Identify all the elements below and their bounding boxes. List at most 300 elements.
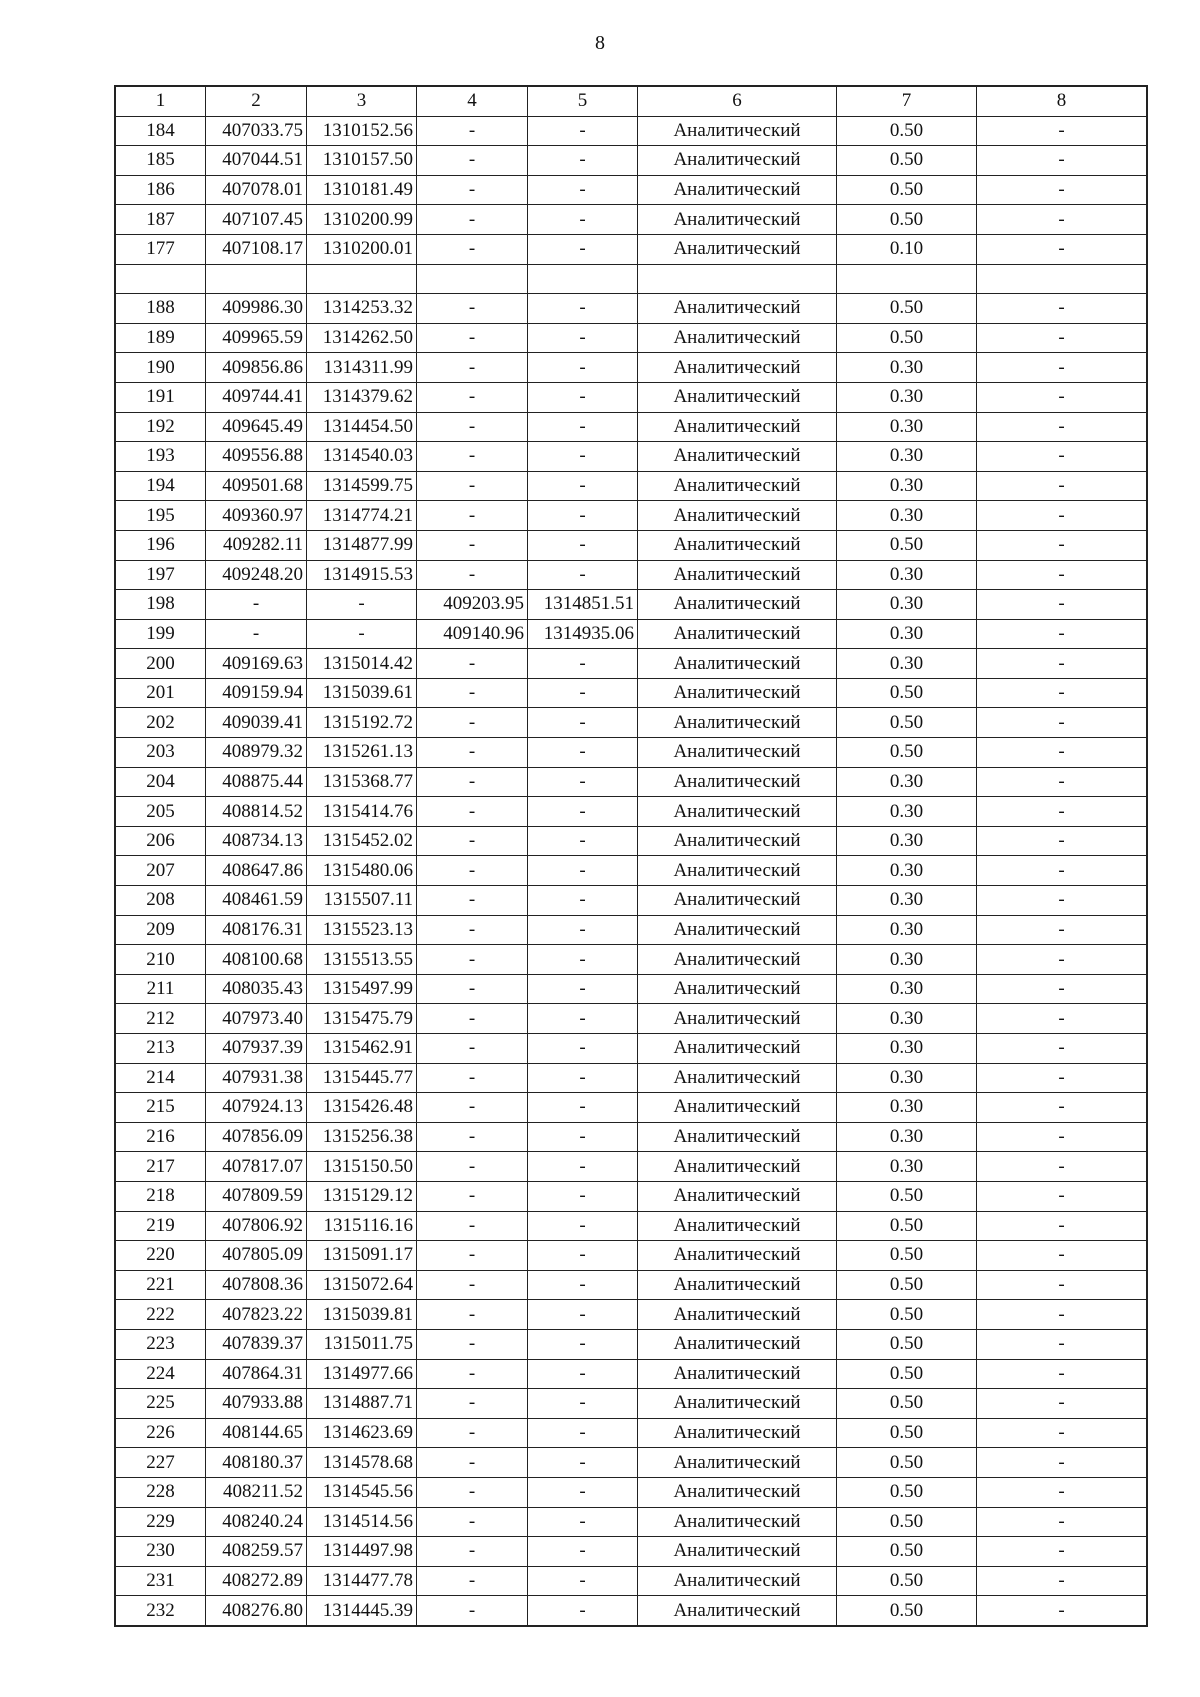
- table-cell-col-5: -: [528, 767, 638, 797]
- table-cell-col-2: 409169.63: [206, 649, 307, 679]
- table-cell-col-2: [206, 264, 307, 294]
- table-cell-col-2: -: [206, 590, 307, 620]
- table-cell-col-5: -: [528, 945, 638, 975]
- table-cell-col-4: -: [417, 945, 528, 975]
- table-cell-col-2: 409645.49: [206, 412, 307, 442]
- table-cell-col-1: 195: [116, 501, 206, 531]
- table-cell-col-6: Аналитический: [638, 382, 837, 412]
- table-cell-col-6: Аналитический: [638, 1093, 837, 1123]
- table-cell-col-2: 407809.59: [206, 1181, 307, 1211]
- table-cell-col-1: 207: [116, 856, 206, 886]
- table-cell-col-8: -: [977, 1389, 1147, 1419]
- table-cell-col-6: Аналитический: [638, 1181, 837, 1211]
- table-cell-col-8: -: [977, 234, 1147, 264]
- table-cell-col-7: 0.50: [837, 205, 977, 235]
- table-row: [116, 1507, 1147, 1537]
- table-cell-col-1: 202: [116, 708, 206, 738]
- table-cell-col-8: -: [977, 1004, 1147, 1034]
- column-header: 6: [638, 87, 837, 117]
- table-cell-col-2: 407044.51: [206, 146, 307, 176]
- table-cell-col-2: 409248.20: [206, 560, 307, 590]
- table-cell-col-8: -: [977, 116, 1147, 146]
- table-cell-col-6: Аналитический: [638, 649, 837, 679]
- table-cell-col-8: -: [977, 1034, 1147, 1064]
- table-cell-col-4: -: [417, 116, 528, 146]
- table-cell-col-1: 210: [116, 945, 206, 975]
- table-cell-col-2: 408180.37: [206, 1448, 307, 1478]
- table-cell-col-1: 204: [116, 767, 206, 797]
- table-cell-col-1: 229: [116, 1507, 206, 1537]
- table-row: [116, 1063, 1147, 1093]
- table-cell-col-5: -: [528, 1537, 638, 1567]
- table-cell-col-1: 230: [116, 1537, 206, 1567]
- table-cell-col-5: -: [528, 915, 638, 945]
- table-cell-col-6: Аналитический: [638, 1329, 837, 1359]
- table-cell-col-7: 0.50: [837, 323, 977, 353]
- table-cell-col-8: -: [977, 1122, 1147, 1152]
- table-cell-col-4: -: [417, 1152, 528, 1182]
- table-cell-col-2: 408875.44: [206, 767, 307, 797]
- table-cell-col-1: 225: [116, 1389, 206, 1419]
- table-cell-col-5: -: [528, 1181, 638, 1211]
- table-cell-col-3: 1315129.12: [307, 1181, 417, 1211]
- table-cell-col-2: 408734.13: [206, 826, 307, 856]
- table-cell-col-6: Аналитический: [638, 1063, 837, 1093]
- table-row: [116, 1359, 1147, 1389]
- table-cell-col-4: -: [417, 294, 528, 324]
- table-cell-col-2: 408211.52: [206, 1477, 307, 1507]
- table-cell-col-7: 0.30: [837, 797, 977, 827]
- table-cell-col-4: -: [417, 1211, 528, 1241]
- table-cell-col-6: Аналитический: [638, 945, 837, 975]
- table-cell-col-8: -: [977, 205, 1147, 235]
- table-cell-col-5: -: [528, 1211, 638, 1241]
- table-cell-col-5: -: [528, 116, 638, 146]
- table-cell-col-7: 0.30: [837, 1122, 977, 1152]
- column-header: 8: [977, 87, 1147, 117]
- table-cell-col-3: 1315513.55: [307, 945, 417, 975]
- table-cell-col-1: 223: [116, 1329, 206, 1359]
- table-row: [116, 1596, 1147, 1626]
- table-row: [116, 826, 1147, 856]
- table-cell-col-5: -: [528, 323, 638, 353]
- table-cell-col-4: -: [417, 826, 528, 856]
- table-cell-col-7: 0.50: [837, 1507, 977, 1537]
- table-cell-col-1: 232: [116, 1596, 206, 1626]
- table-cell-col-7: 0.30: [837, 1152, 977, 1182]
- column-header: 5: [528, 87, 638, 117]
- table-cell-col-5: -: [528, 1596, 638, 1626]
- table-cell-col-2: 407808.36: [206, 1270, 307, 1300]
- table-cell-col-2: 408035.43: [206, 974, 307, 1004]
- table-cell-col-1: 212: [116, 1004, 206, 1034]
- table-cell-col-7: 0.30: [837, 619, 977, 649]
- table-cell-col-5: -: [528, 826, 638, 856]
- table-cell-col-8: -: [977, 1359, 1147, 1389]
- table-cell-col-6: Аналитический: [638, 1477, 837, 1507]
- table-cell-col-2: 408240.24: [206, 1507, 307, 1537]
- table-cell-col-5: -: [528, 886, 638, 916]
- table-cell-col-8: -: [977, 945, 1147, 975]
- table-cell-col-2: 408461.59: [206, 886, 307, 916]
- table-row: [116, 205, 1147, 235]
- table-cell-col-1: 205: [116, 797, 206, 827]
- table-cell-col-3: 1314497.98: [307, 1537, 417, 1567]
- table-header-row: [116, 87, 1147, 117]
- table-cell-col-3: 1314915.53: [307, 560, 417, 590]
- table-cell-col-6: Аналитический: [638, 1448, 837, 1478]
- table-cell-col-2: 408100.68: [206, 945, 307, 975]
- table-cell-col-8: -: [977, 1063, 1147, 1093]
- table-row: [116, 1300, 1147, 1330]
- table-cell-col-4: -: [417, 1329, 528, 1359]
- table-cell-col-6: Аналитический: [638, 1270, 837, 1300]
- table-cell-col-4: -: [417, 501, 528, 531]
- table-cell-col-5: -: [528, 1566, 638, 1596]
- table-cell-col-3: 1310152.56: [307, 116, 417, 146]
- table-cell-col-1: 185: [116, 146, 206, 176]
- table-cell-col-8: -: [977, 1537, 1147, 1567]
- table-cell-col-4: 409203.95: [417, 590, 528, 620]
- table-cell-col-4: -: [417, 708, 528, 738]
- table-cell-col-2: 408647.86: [206, 856, 307, 886]
- table-cell-col-6: Аналитический: [638, 826, 837, 856]
- table-cell-col-7: 0.50: [837, 1418, 977, 1448]
- table-row: [116, 412, 1147, 442]
- table-cell-col-3: 1310157.50: [307, 146, 417, 176]
- table-cell-col-7: 0.30: [837, 856, 977, 886]
- table-cell-col-5: -: [528, 175, 638, 205]
- table-cell-col-1: 215: [116, 1093, 206, 1123]
- table-cell-col-7: 0.50: [837, 1211, 977, 1241]
- table-row: [116, 1566, 1147, 1596]
- table-cell-col-3: 1315523.13: [307, 915, 417, 945]
- table-cell-col-6: Аналитический: [638, 1359, 837, 1389]
- table-cell-col-8: -: [977, 1270, 1147, 1300]
- table-cell-col-2: 407107.45: [206, 205, 307, 235]
- table-cell-col-2: 407108.17: [206, 234, 307, 264]
- table-cell-col-7: 0.50: [837, 1329, 977, 1359]
- table-cell-col-3: 1315091.17: [307, 1241, 417, 1271]
- table-cell-col-4: 409140.96: [417, 619, 528, 649]
- table-cell-col-5: -: [528, 1477, 638, 1507]
- table-cell-col-4: -: [417, 530, 528, 560]
- table-cell-col-6: Аналитический: [638, 886, 837, 916]
- table-cell-col-7: 0.30: [837, 1004, 977, 1034]
- table-cell-col-8: -: [977, 590, 1147, 620]
- table-cell-col-8: -: [977, 1566, 1147, 1596]
- table-cell-col-3: 1314445.39: [307, 1596, 417, 1626]
- table-cell-col-1: 216: [116, 1122, 206, 1152]
- table-cell-col-3: 1315445.77: [307, 1063, 417, 1093]
- table-cell-col-3: 1315475.79: [307, 1004, 417, 1034]
- table-cell-col-7: 0.30: [837, 560, 977, 590]
- table-cell-col-7: 0.50: [837, 1241, 977, 1271]
- table-row: [116, 1004, 1147, 1034]
- column-header: 2: [206, 87, 307, 117]
- table-cell-col-1: 218: [116, 1181, 206, 1211]
- table-cell-col-8: -: [977, 1507, 1147, 1537]
- table-row: [116, 175, 1147, 205]
- table-cell-col-6: [638, 264, 837, 294]
- table-cell-col-2: 409159.94: [206, 678, 307, 708]
- table-cell-col-4: -: [417, 1596, 528, 1626]
- table-cell-col-8: -: [977, 1152, 1147, 1182]
- table-row: [116, 1211, 1147, 1241]
- table-row: [116, 294, 1147, 324]
- table-cell-col-6: Аналитический: [638, 471, 837, 501]
- table-cell-col-5: -: [528, 1152, 638, 1182]
- table-cell-col-5: -: [528, 234, 638, 264]
- table-row: [116, 1122, 1147, 1152]
- table-cell-col-4: -: [417, 678, 528, 708]
- table-cell-col-5: -: [528, 1418, 638, 1448]
- table-cell-col-5: -: [528, 797, 638, 827]
- table-cell-col-2: 409360.97: [206, 501, 307, 531]
- table-cell-col-3: 1314578.68: [307, 1448, 417, 1478]
- table-cell-col-7: 0.30: [837, 767, 977, 797]
- table-cell-col-3: 1315261.13: [307, 738, 417, 768]
- table-cell-col-1: 191: [116, 382, 206, 412]
- table-cell-col-8: -: [977, 323, 1147, 353]
- table-cell-col-5: -: [528, 1004, 638, 1034]
- table-cell-col-7: 0.50: [837, 1389, 977, 1419]
- table-cell-col-7: 0.30: [837, 1063, 977, 1093]
- table-cell-col-3: 1314477.78: [307, 1566, 417, 1596]
- table-cell-col-8: -: [977, 1418, 1147, 1448]
- table-cell-col-2: 409856.86: [206, 353, 307, 383]
- table-cell-col-3: 1315368.77: [307, 767, 417, 797]
- table-row: [116, 678, 1147, 708]
- table-cell-col-4: -: [417, 1270, 528, 1300]
- table-row: [116, 1241, 1147, 1271]
- table-cell-col-6: Аналитический: [638, 590, 837, 620]
- table-cell-col-6: Аналитический: [638, 146, 837, 176]
- table-cell-col-7: 0.30: [837, 412, 977, 442]
- table-row: [116, 708, 1147, 738]
- table-cell-col-7: 0.50: [837, 1300, 977, 1330]
- table-row: [116, 797, 1147, 827]
- table-row: [116, 1389, 1147, 1419]
- table-cell-col-1: 197: [116, 560, 206, 590]
- table-cell-col-6: Аналитический: [638, 412, 837, 442]
- table-cell-col-3: 1315072.64: [307, 1270, 417, 1300]
- coordinates-table: [115, 86, 1147, 1626]
- table-cell-col-4: -: [417, 442, 528, 472]
- table-cell-col-4: -: [417, 1004, 528, 1034]
- table-cell-col-8: -: [977, 1241, 1147, 1271]
- table-cell-col-2: 407806.92: [206, 1211, 307, 1241]
- table-cell-col-2: 407805.09: [206, 1241, 307, 1271]
- table-cell-col-7: 0.10: [837, 234, 977, 264]
- table-cell-col-3: 1314379.62: [307, 382, 417, 412]
- table-cell-col-7: 0.50: [837, 1181, 977, 1211]
- table-cell-col-5: -: [528, 412, 638, 442]
- table-cell-col-7: 0.50: [837, 708, 977, 738]
- table-row: [116, 974, 1147, 1004]
- table-cell-col-2: 409986.30: [206, 294, 307, 324]
- table-row: [116, 1477, 1147, 1507]
- table-cell-col-8: -: [977, 974, 1147, 1004]
- table-cell-col-2: 407823.22: [206, 1300, 307, 1330]
- table-cell-col-7: 0.30: [837, 501, 977, 531]
- table-cell-col-6: Аналитический: [638, 442, 837, 472]
- table-cell-col-7: 0.30: [837, 886, 977, 916]
- table-cell-col-1: 222: [116, 1300, 206, 1330]
- table-cell-col-3: -: [307, 590, 417, 620]
- table-cell-col-6: Аналитический: [638, 294, 837, 324]
- table-cell-col-6: Аналитический: [638, 856, 837, 886]
- table-cell-col-4: -: [417, 175, 528, 205]
- table-cell-col-2: 407973.40: [206, 1004, 307, 1034]
- table-cell-col-1: 220: [116, 1241, 206, 1271]
- table-cell-col-5: -: [528, 442, 638, 472]
- table-cell-col-4: [417, 264, 528, 294]
- table-cell-col-5: -: [528, 738, 638, 768]
- table-cell-col-4: -: [417, 1034, 528, 1064]
- table-cell-col-7: 0.30: [837, 649, 977, 679]
- table-row: [116, 945, 1147, 975]
- table-cell-col-4: -: [417, 353, 528, 383]
- table-row: [116, 915, 1147, 945]
- table-row: [116, 1152, 1147, 1182]
- table-cell-col-6: Аналитический: [638, 353, 837, 383]
- table-cell-col-8: -: [977, 1448, 1147, 1478]
- table-cell-col-5: -: [528, 382, 638, 412]
- table-row: [116, 738, 1147, 768]
- table-cell-col-1: 214: [116, 1063, 206, 1093]
- page-number: 8: [595, 32, 605, 54]
- table-row: [116, 501, 1147, 531]
- table-cell-col-4: -: [417, 1093, 528, 1123]
- table-cell-col-1: 224: [116, 1359, 206, 1389]
- table-cell-col-5: -: [528, 1329, 638, 1359]
- table-cell-col-2: 407033.75: [206, 116, 307, 146]
- table-cell-col-4: -: [417, 412, 528, 442]
- table-cell-col-5: [528, 264, 638, 294]
- table-cell-col-4: -: [417, 323, 528, 353]
- table-cell-col-8: -: [977, 856, 1147, 886]
- table-cell-col-1: 177: [116, 234, 206, 264]
- table-cell-col-7: 0.50: [837, 175, 977, 205]
- table-cell-col-2: 407856.09: [206, 1122, 307, 1152]
- table-cell-col-3: 1315014.42: [307, 649, 417, 679]
- table-cell-col-5: -: [528, 353, 638, 383]
- table-cell-col-8: -: [977, 1181, 1147, 1211]
- table-cell-col-7: 0.30: [837, 442, 977, 472]
- table-cell-col-8: -: [977, 886, 1147, 916]
- table-cell-col-3: 1315497.99: [307, 974, 417, 1004]
- table-cell-col-7: 0.30: [837, 353, 977, 383]
- table-cell-col-4: -: [417, 974, 528, 1004]
- table-cell-col-4: -: [417, 738, 528, 768]
- table-row: [116, 264, 1147, 294]
- table-cell-col-3: 1314311.99: [307, 353, 417, 383]
- table-cell-col-5: -: [528, 294, 638, 324]
- table-cell-col-2: 407924.13: [206, 1093, 307, 1123]
- table-cell-col-7: 0.50: [837, 1359, 977, 1389]
- table-cell-col-7: [837, 264, 977, 294]
- table-cell-col-5: -: [528, 1241, 638, 1271]
- table-cell-col-5: -: [528, 530, 638, 560]
- table-cell-col-5: -: [528, 1122, 638, 1152]
- table-cell-col-6: Аналитический: [638, 175, 837, 205]
- table-cell-col-2: 408272.89: [206, 1566, 307, 1596]
- table-cell-col-1: 206: [116, 826, 206, 856]
- table-row: [116, 1418, 1147, 1448]
- table-cell-col-4: -: [417, 471, 528, 501]
- table-cell-col-6: Аналитический: [638, 1152, 837, 1182]
- table-cell-col-8: -: [977, 1211, 1147, 1241]
- table-cell-col-4: -: [417, 1507, 528, 1537]
- table-cell-col-2: 408979.32: [206, 738, 307, 768]
- table-cell-col-8: -: [977, 738, 1147, 768]
- table-cell-col-3: 1310200.01: [307, 234, 417, 264]
- table-cell-col-4: -: [417, 1566, 528, 1596]
- table-cell-col-7: 0.30: [837, 915, 977, 945]
- table-cell-col-7: 0.50: [837, 1448, 977, 1478]
- table-row: [116, 1329, 1147, 1359]
- table-cell-col-1: 231: [116, 1566, 206, 1596]
- table-cell-col-1: 190: [116, 353, 206, 383]
- table-cell-col-3: 1314887.71: [307, 1389, 417, 1419]
- table-cell-col-2: 408276.80: [206, 1596, 307, 1626]
- table-cell-col-8: -: [977, 678, 1147, 708]
- table-cell-col-3: 1314977.66: [307, 1359, 417, 1389]
- table-cell-col-6: Аналитический: [638, 1034, 837, 1064]
- table-cell-col-7: 0.50: [837, 738, 977, 768]
- table-cell-col-4: -: [417, 1122, 528, 1152]
- table-cell-col-6: Аналитический: [638, 530, 837, 560]
- table-cell-col-6: Аналитический: [638, 205, 837, 235]
- table-cell-col-8: -: [977, 1093, 1147, 1123]
- table-cell-col-6: Аналитический: [638, 767, 837, 797]
- table-cell-col-1: 193: [116, 442, 206, 472]
- table-cell-col-2: 407864.31: [206, 1359, 307, 1389]
- table-cell-col-6: Аналитический: [638, 619, 837, 649]
- table-cell-col-3: 1315452.02: [307, 826, 417, 856]
- table-cell-col-8: -: [977, 501, 1147, 531]
- table-cell-col-8: -: [977, 442, 1147, 472]
- table-cell-col-4: -: [417, 1418, 528, 1448]
- table-cell-col-4: -: [417, 1477, 528, 1507]
- table-cell-col-4: -: [417, 382, 528, 412]
- table-cell-col-3: 1314454.50: [307, 412, 417, 442]
- table-body: [116, 116, 1147, 1625]
- table-cell-col-4: -: [417, 767, 528, 797]
- table-cell-col-6: Аналитический: [638, 1211, 837, 1241]
- table-cell-col-1: 194: [116, 471, 206, 501]
- table-cell-col-3: 1315462.91: [307, 1034, 417, 1064]
- table-cell-col-6: Аналитический: [638, 1596, 837, 1626]
- table-cell-col-1: 209: [116, 915, 206, 945]
- table-cell-col-8: -: [977, 560, 1147, 590]
- table-cell-col-7: 0.50: [837, 1537, 977, 1567]
- table-cell-col-6: Аналитический: [638, 1004, 837, 1034]
- table-row: [116, 1448, 1147, 1478]
- table-cell-col-4: -: [417, 1537, 528, 1567]
- table-row: [116, 353, 1147, 383]
- table-cell-col-1: 208: [116, 886, 206, 916]
- table-cell-col-1: 211: [116, 974, 206, 1004]
- table-cell-col-3: 1314877.99: [307, 530, 417, 560]
- table-cell-col-1: 226: [116, 1418, 206, 1448]
- table-cell-col-8: [977, 264, 1147, 294]
- table-cell-col-2: 409282.11: [206, 530, 307, 560]
- table-cell-col-7: 0.50: [837, 1566, 977, 1596]
- table-cell-col-4: -: [417, 915, 528, 945]
- table-cell-col-8: -: [977, 175, 1147, 205]
